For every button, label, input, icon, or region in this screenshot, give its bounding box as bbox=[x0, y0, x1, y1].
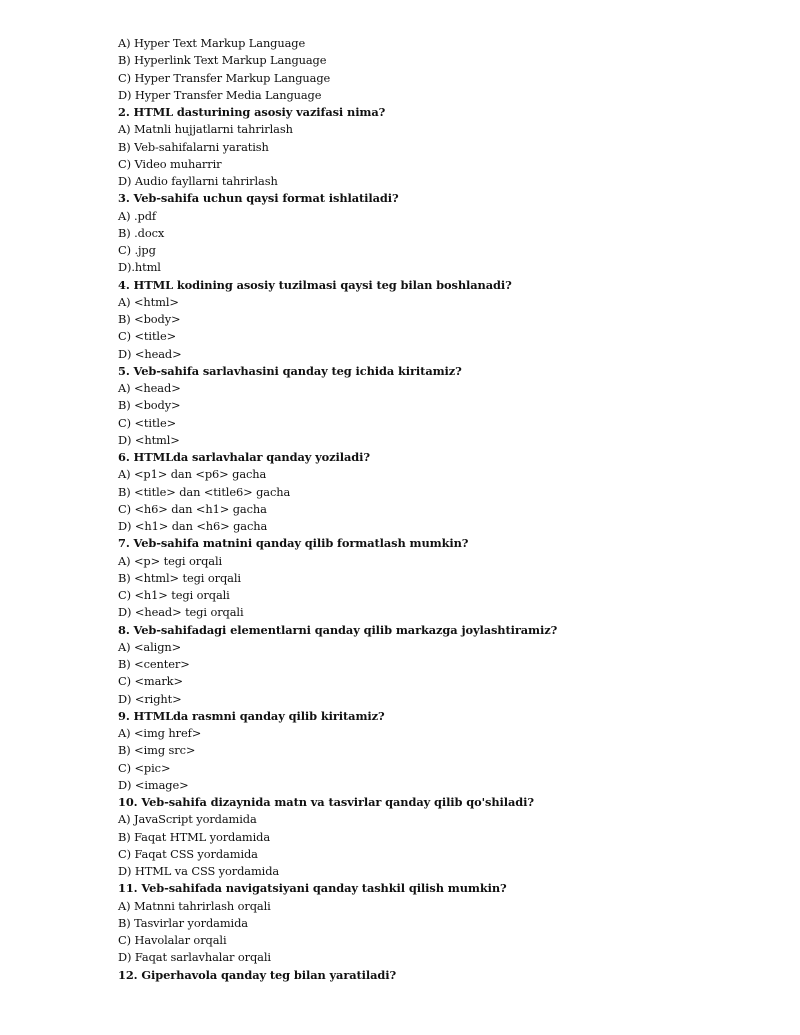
answer-option: D) <head> bbox=[118, 346, 182, 361]
answer-option: B) Faqat HTML yordamida bbox=[118, 829, 271, 844]
answer-option: B) Veb-sahifalarni yaratish bbox=[118, 139, 269, 154]
answer-option: C) <title> bbox=[118, 415, 177, 430]
answer-option: B) <body> bbox=[118, 312, 181, 326]
answer-option: A) <html> bbox=[118, 294, 179, 309]
answer-option: D).html bbox=[118, 260, 161, 275]
answer-option: D) Hyper Transfer Media Language bbox=[118, 87, 322, 102]
answer-option: C) <mark> bbox=[118, 674, 183, 689]
answer-option: A) Matnli hujjatlarni tahrirlash bbox=[118, 122, 293, 137]
question-text: 4. HTML kodining asosiy tuzilmasi qaysi teg bilan boshlanadi? bbox=[118, 277, 512, 292]
answer-option: C) .jpg bbox=[118, 243, 156, 257]
answer-option: B) Tasvirlar yordamida bbox=[118, 915, 248, 930]
answer-option: D) <head> tegi orqali bbox=[118, 605, 244, 620]
answer-option: A) <head> bbox=[118, 381, 181, 395]
question-text: 8. Veb-sahifadagi elementlarni qanday qilib markazga joylashtiramiz? bbox=[118, 622, 558, 637]
answer-option: D) HTML va CSS yordamida bbox=[118, 864, 280, 878]
question-text: 10. Veb-sahifa dizaynida matn va tasvirlar qanday qilib qo'shiladi? bbox=[118, 795, 534, 809]
answer-option: C) Faqat CSS yordamida bbox=[118, 846, 258, 861]
answer-option: D) <image> bbox=[118, 777, 189, 792]
answer-option: B) <title> dan <title6> gacha bbox=[118, 484, 291, 499]
answer-option: D) Audio fayllarni tahrirlash bbox=[118, 174, 278, 188]
answer-option: D) <right> bbox=[118, 691, 182, 706]
answer-option: B) <html> tegi orqali bbox=[118, 570, 241, 585]
answer-option: D) <html> bbox=[118, 432, 180, 447]
answer-option: C) <h6> dan <h1> gacha bbox=[118, 501, 267, 516]
answer-option: A) Matnni tahrirlash orqali bbox=[118, 898, 271, 913]
answer-option: C) Video muharrir bbox=[118, 156, 222, 171]
question-text: 9. HTMLda rasmni qanday qilib kiritamiz? bbox=[118, 708, 385, 723]
question-text: 6. HTMLda sarlavhalar qanday yoziladi? bbox=[118, 450, 370, 464]
answer-option: B) Hyperlink Text Markup Language bbox=[118, 53, 327, 68]
quiz-document bbox=[118, 35, 778, 984]
answer-option: C) Havolalar orqali bbox=[118, 933, 227, 947]
question-text: 11. Veb-sahifada navigatsiyani qanday tashkil qilish mumkin? bbox=[118, 881, 507, 896]
answer-option: C) <pic> bbox=[118, 760, 171, 775]
answer-option: A) .pdf bbox=[118, 208, 157, 223]
answer-option: A) <p1> dan <p6> gacha bbox=[118, 467, 267, 482]
question-text: 3. Veb-sahifa uchun qaysi format ishlatiladi? bbox=[118, 191, 399, 206]
answer-option: D) <h1> dan <h6> gacha bbox=[118, 519, 268, 533]
answer-option: D) Faqat sarlavhalar orqali bbox=[118, 950, 271, 965]
question-text: 2. HTML dasturining asosiy vazifasi nima? bbox=[118, 105, 386, 119]
question-text: 5. Veb-sahifa sarlavhasini qanday teg ichida kiritamiz? bbox=[118, 363, 462, 378]
answer-option: B) .docx bbox=[118, 225, 165, 240]
answer-option: B) <center> bbox=[118, 657, 190, 671]
answer-option: B) <img src> bbox=[118, 743, 196, 758]
answer-option: A) <p> tegi orqali bbox=[118, 553, 223, 568]
question-text: 7. Veb-sahifa matnini qanday qilib formatlash mumkin? bbox=[118, 536, 469, 551]
answer-option: A) <align> bbox=[118, 639, 182, 654]
answer-option: C) <h1> tegi orqali bbox=[118, 588, 230, 602]
answer-option: C) <title> bbox=[118, 329, 177, 344]
answer-option: A) <img href> bbox=[118, 726, 202, 740]
answer-option: B) <body> bbox=[118, 398, 181, 413]
answer-option: A) JavaScript yordamida bbox=[118, 812, 257, 827]
answer-option: C) Hyper Transfer Markup Language bbox=[118, 70, 331, 85]
answer-option: A) Hyper Text Markup Language bbox=[118, 36, 306, 50]
question-text: 12. Giperhavola qanday teg bilan yaratiladi? bbox=[118, 967, 397, 982]
